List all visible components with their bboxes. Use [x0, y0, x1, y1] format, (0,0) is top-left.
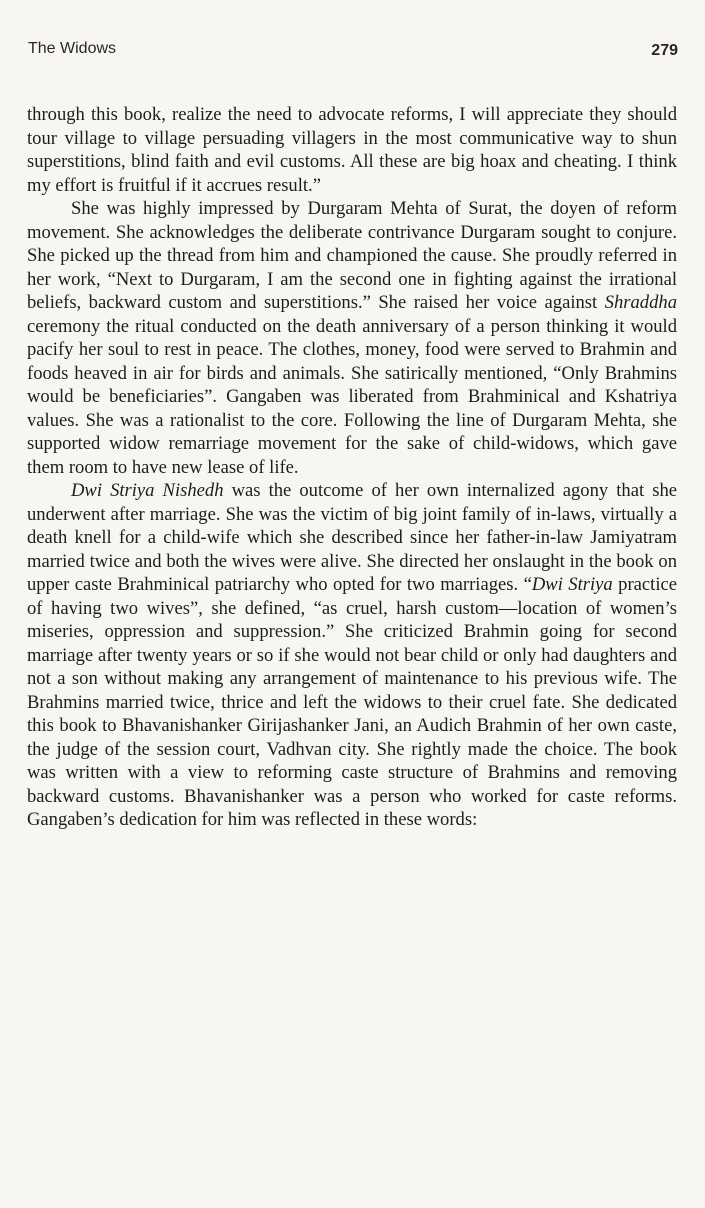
body-text [27, 103, 677, 832]
paragraph-text: ceremony the ritual conducted on the death anniversary of a person thinking it would pacify her soul to rest in peace. The clothes, money, food were served to Brahmin and foods heaved in air for birds and animals. She satirically mentioned, “Only Brahmins would be beneficiaries”. Gangaben was liberated from Brahminical and Kshatriya values. She was a rationalist to the core. Following the line of Durgaram Mehta, she supported widow remarriage movement for the sake of child-widows, which gave them room to have new lease of life. [27, 315, 677, 478]
paragraph-2 [27, 197, 677, 479]
paragraph-3 [27, 479, 677, 832]
paragraph-1 [27, 103, 677, 197]
paragraph-text: through this book, realize the need to advocate reforms, I will appreciate they should tour village to village persuading villagers in the most communicative way to shun superstitions, blind faith and evil customs. All these are big hoax and cheating. I think my effort is fruitful if it accrues result.” [27, 104, 677, 196]
page-number: 279 [651, 42, 678, 59]
running-title: The Widows [28, 40, 117, 57]
paragraph-text: was the outcome of her own internalized agony that she underwent after marriage. She was the victim of big joint family of in-laws, virtually a death knell for a child-wife which she described since her father-in-law Jamiyatram married twice and both the wives were alive. She directed her onslaught in the book on upper caste Brahminical patriarchy who opted for two marriages. “ [27, 480, 678, 595]
italic-term: Shraddha [604, 292, 677, 313]
page-header [28, 40, 678, 66]
italic-book-title: Dwi Striya Nishedh [71, 480, 224, 501]
paragraph-text: practice of having two wives”, she defined, “as cruel, harsh custom—location of women’s miseries, oppression and suppression.” She criticized Brahmin going for second marriage after twenty years or so if she would not bear child or only had daughters and not a son without making any arrangement of maintenance to his previous wife. The Brahmins married twice, thrice and left the widows to their cruel fate. She dedicated this book to Bhavanishanker Girijashanker Jani, an Audich Brahmin of her own caste, the judge of the session court, Vadhvan city. She rightly made the choice. The book was written with a view to reforming caste structure of Brahmins and removing backward customs. Bhavanishanker was a person who worked for caste reforms. Gangaben’s dedication for him was reflected in these words: [27, 574, 677, 830]
paragraph-text: She was highly impressed by Durgaram Mehta of Surat, the doyen of reform movement. She acknowledges the deliberate contrivance Durgaram sought to conjure. She picked up the thread from him and championed the cause. She proudly referred in her work, “Next to Durgaram, I am the second one in fighting against the irrational beliefs, backward custom and superstitions.” She raised her voice against [27, 198, 677, 313]
italic-term: Dwi Striya [531, 574, 613, 595]
